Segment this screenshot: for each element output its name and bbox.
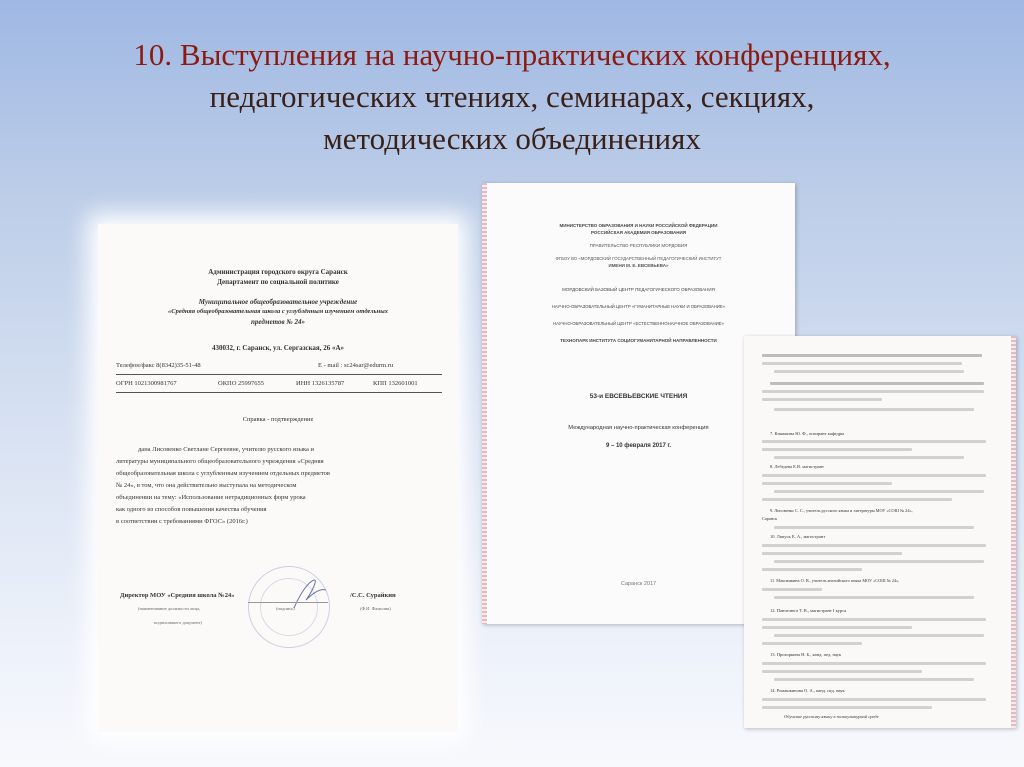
title-line-3: методических объединениях xyxy=(323,121,701,156)
doc3-item-9b: Саранск xyxy=(762,516,778,521)
doc3-item-13: 13. Прохоркина Н. Б., канд. пед. наук xyxy=(770,652,842,657)
doc1-sign-line xyxy=(248,602,328,603)
doc1-rule-2 xyxy=(116,392,442,393)
doc2-h4: ФГБОУ ВО «МОРДОВСКИЙ ГОСУДАРСТВЕННЫЙ ПЕДАГОГИЧЕСКИЙ ИНСТИТУТ xyxy=(555,256,722,261)
doc2-event: 53-и ЕВСЕВЬЕВСКИЕ ЧТЕНИЯ xyxy=(589,393,688,400)
signature-mark xyxy=(290,574,330,614)
doc1-ogrn: ОГРН 1021300981767 xyxy=(116,380,177,387)
doc1-director: Директор МОУ «Средняя школа №24» xyxy=(120,592,235,599)
scan-edge-right xyxy=(1011,336,1016,728)
doc2-conference: Международная научно-практическая конференция xyxy=(568,425,709,431)
doc1-director-name: /С.С. Сурайкин xyxy=(350,592,396,599)
doc1-admin: Администрация городского округа Саранск xyxy=(208,268,348,276)
doc3-item-12: 12. Панчелюга Т. В., магистрант I курса xyxy=(770,608,847,613)
doc1-kpp: КПП 132601001 xyxy=(373,380,418,387)
doc2-h9: ТЕХНОПАРК ИНСТИТУТА СОЦИОГУМАНИТАРНОЙ НАПРАВЛЕННОСТИ xyxy=(560,338,717,343)
doc1-heading: Справка - подтверждение xyxy=(242,416,314,423)
doc2-h3: ПРАВИТЕЛЬСТВО РЕСПУБЛИКИ МОРДОВИЯ xyxy=(589,243,688,248)
doc1-body-3: общеобразовательная школа с углубленным изучением отдельных предметов xyxy=(116,470,330,477)
doc3-item-14: 14. Ромашкинова О. А., канд. пед. наук xyxy=(770,688,845,693)
doc1-org-2: «Средняя общеобразовательная школа с углублённым изучением отдельных xyxy=(168,308,388,315)
doc3-item-8: 8. Лебедева Е.В. магистрант xyxy=(770,464,824,469)
doc1-org-3: предметов № 24» xyxy=(251,318,305,326)
doc3-last-line: Обучение русскому языку в поликультурной среде xyxy=(784,714,879,719)
doc3-item-11: 11. Максимкина О. В., учитель английского языка МОУ «СОШ № 24», xyxy=(770,578,900,583)
program-list-document xyxy=(744,336,1016,728)
doc1-email: E - mail : sc24sar@edurm.ru xyxy=(318,362,394,369)
doc1-body-7: в соответствии с требованиями ФГОС» (2016г.) xyxy=(116,518,248,525)
doc3-item-7: 7. Княжкина Ю. Ф., аспирант кафедры xyxy=(770,431,845,436)
doc2-h7: НАУЧНО-ОБРАЗОВАТЕЛЬНЫЙ ЦЕНТР «ГУМАНИТАРНЫЕ НАУКИ И ОБРАЗОВАНИЕ» xyxy=(551,304,726,309)
doc1-caption-sign: (подпись) xyxy=(276,606,295,611)
doc1-address: 430032, г. Саранск, ул. Сергазская, 26 «А» xyxy=(211,344,345,352)
doc2-h1: МИНИСТЕРСТВО ОБРАЗОВАНИЯ И НАУКИ РОССИЙСКОЙ ФЕДЕРАЦИИ xyxy=(559,223,718,228)
doc1-inn: ИНН 1326135787 xyxy=(296,380,345,387)
doc3-item-9: 9. Лисовенко С. С., учитель русского языка и литературы МОУ «СОШ № 24», xyxy=(770,508,913,513)
doc1-rule-1 xyxy=(116,374,442,375)
doc1-body-5: объединении на тему: «Использование нетрадиционных форм урока xyxy=(116,494,306,501)
doc1-dept: Департамент по социальной политике xyxy=(217,278,339,286)
doc2-h5: ИМЕНИ М. Е. ЕВСЕВЬЕВА» xyxy=(608,263,669,268)
doc1-body-4: № 24», в том, что она действительно выступала на методическом xyxy=(116,482,297,489)
doc1-phone: Телефон/факс 8(8342)35-51-48 xyxy=(116,362,201,369)
slide-title xyxy=(40,34,984,160)
scan-edge-left xyxy=(482,183,487,624)
doc2-city: Саранск 2017 xyxy=(620,581,657,587)
doc2-h2: РОССИЙСКАЯ АКАДЕМИЯ ОБРАЗОВАНИЯ xyxy=(590,230,687,235)
doc1-org-1: Муниципальное общеобразовательное учреждение xyxy=(198,298,358,306)
doc1-caption-doc: подписавшего документ) xyxy=(154,620,202,625)
doc3-item-10: 10. Ляпуск Е. А., магистрант xyxy=(770,534,826,539)
doc1-caption-position: (наименование должности лица, xyxy=(138,606,201,611)
doc2-h8: НАУЧНО-ОБРАЗОВАТЕЛЬНЫЙ ЦЕНТР «ЕСТЕСТВЕННОНАУЧНОЕ ОБРАЗОВАНИЕ» xyxy=(552,321,725,326)
doc2-h6: МОРДОВСКИЙ БАЗОВЫЙ ЦЕНТР ПЕДАГОГИЧЕСКОГО ОБРАЗОВАНИЯ xyxy=(562,287,715,292)
title-line-2: педагогических чтениях, семинарах, секциях, xyxy=(209,79,815,114)
doc1-okpo: ОКПО 25997655 xyxy=(218,380,265,387)
doc1-caption-name: (Ф.И. Фамилия) xyxy=(360,606,391,611)
doc2-dates: 9 – 10 февраля 2017 г. xyxy=(605,443,672,449)
doc1-body-6: как одного из способов повышения качества обучения xyxy=(116,506,267,513)
doc1-body-2: литературы муниципального общеобразовательного учреждения «Средняя xyxy=(116,458,324,465)
doc1-body-1: дана Лисовенко Светлане Сергеевне, учителю русского языка и xyxy=(138,446,314,453)
title-line-1: 10. Выступления на научно-практических конференциях, xyxy=(133,37,891,72)
certificate-document xyxy=(98,224,458,732)
